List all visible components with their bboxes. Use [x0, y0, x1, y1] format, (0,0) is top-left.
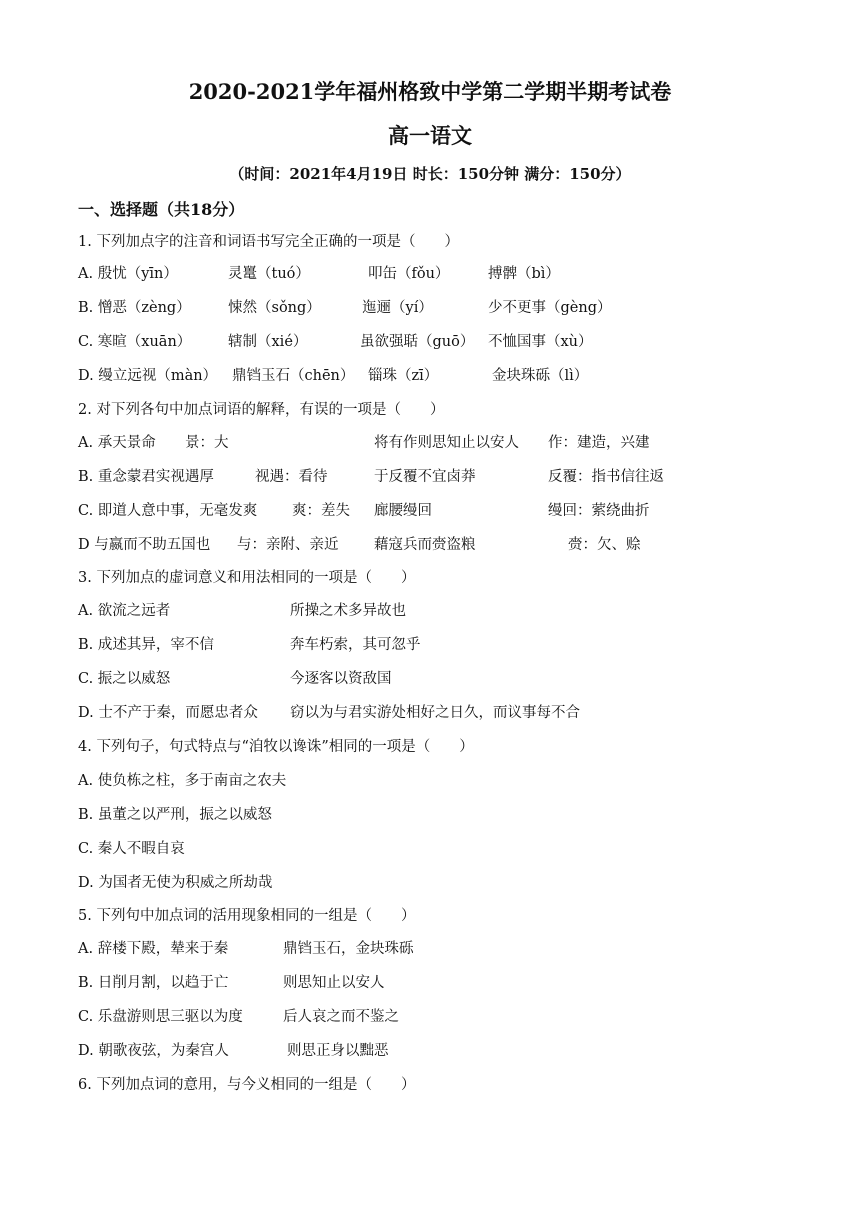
question-4-stem: 4. 下列句子，句式特点与“洎牧以谗诛”相同的一项是（ ）	[78, 739, 474, 755]
q1-option-a-3: 叩缶（fǒu）	[368, 266, 450, 282]
section-heading: 一、选择题（共18分）	[78, 200, 245, 219]
q4-option-b: B. 虽董之以严刑，振之以威怒	[78, 807, 272, 823]
q2-option-b-3: 于反覆不宜卤莽	[374, 469, 476, 485]
q2-option-c-3: 廊腰缦回	[374, 503, 432, 519]
q1-option-c-4: 不恤国事（xù）	[488, 334, 593, 350]
q4-option-c: C. 秦人不暇自哀	[78, 841, 185, 857]
q5-option-c-1: C. 乐盘游则思三驱以为度	[78, 1009, 243, 1025]
q5-option-c-2: 后人哀之而不鉴之	[283, 1009, 399, 1025]
q1-option-b-1: B. 憎恶（zèng）	[78, 300, 191, 316]
q4-option-d: D. 为国者无使为积威之所劫哉	[78, 875, 273, 891]
q5-option-a-2: 鼎铛玉石，金块珠砾	[283, 941, 414, 957]
q2-option-c-2: 爽：差失	[292, 503, 350, 519]
q2-option-c-4: 缦回：萦绕曲折	[548, 503, 650, 519]
q3-option-b-2: 奔车朽索，其可忽乎	[290, 637, 421, 653]
q5-option-d-2: 则思正身以黜恶	[287, 1043, 389, 1059]
q1-option-d-2: 鼎铛玉石（chēn）	[232, 368, 355, 384]
q1-option-d-3: 锱珠（zī）	[368, 368, 439, 384]
q2-option-a-4: 作：建造，兴建	[548, 435, 650, 451]
q1-option-a-2: 灵鼍（tuó）	[228, 266, 310, 282]
q2-option-c-1: C. 即道人意中事，无毫发爽	[78, 503, 258, 519]
question-3-stem: 3. 下列加点的虚词意义和用法相同的一项是（ ）	[78, 570, 416, 586]
q4-option-a: A. 使负栋之柱，多于南亩之农夫	[78, 773, 287, 789]
q2-option-a-2: 景：大	[185, 435, 229, 451]
q3-option-c-1: C. 振之以威怒	[78, 671, 171, 687]
q3-option-b-1: B. 成述其异，宰不信	[78, 637, 214, 653]
question-5-stem: 5. 下列句中加点词的活用现象相同的一组是（ ）	[78, 908, 416, 924]
exam-title: 2020-2021学年福州格致中学第二学期半期考试卷	[188, 79, 672, 104]
q2-option-d-3: 藉寇兵而赍盗粮	[374, 537, 476, 553]
q1-option-a-1: A. 殷忧（yīn）	[78, 266, 178, 282]
q1-option-c-2: 辖制（xié）	[228, 334, 308, 350]
q1-option-b-2: 悚然（sǒng）	[228, 300, 321, 316]
question-1-stem: 1. 下列加点字的注音和词语书写完全正确的一项是（ ）	[78, 234, 459, 250]
q3-option-d-1: D. 士不产于秦，而愿忠者众	[78, 705, 258, 721]
q5-option-a-1: A. 辞楼下殿，辇来于秦	[78, 941, 229, 957]
subject-title: 高一语文	[388, 123, 472, 148]
q1-option-d-4: 金块珠砾（lì）	[492, 368, 589, 384]
q5-option-b-1: B. 日削月割，以趋于亡	[78, 975, 229, 991]
q3-option-a-1: A. 欲流之远者	[78, 603, 171, 619]
q2-option-d-2: 与：亲附、亲近	[237, 537, 339, 553]
question-2-stem: 2. 对下列各句中加点词语的解释，有误的一项是（ ）	[78, 402, 445, 418]
q3-option-d-2: 窃以为与君实游处相好之日久，而议事每不合	[290, 705, 580, 721]
q1-option-b-3: 迤逦（yí）	[362, 300, 433, 316]
q1-option-a-4: 搏髀（bì）	[488, 266, 560, 282]
q3-option-a-2: 所操之术多异故也	[290, 603, 406, 619]
q1-option-c-1: C. 寒暄（xuān）	[78, 334, 192, 350]
q1-option-d-1: D. 缦立远视（màn）	[78, 368, 218, 384]
q2-option-b-1: B. 重念蒙君实视遇厚	[78, 469, 214, 485]
q3-option-c-2: 今逐客以资敌国	[290, 671, 392, 687]
q1-option-b-4: 少不更事（gèng）	[488, 300, 612, 316]
q2-option-b-2: 视遇：看待	[255, 469, 328, 485]
q2-option-a-1: A. 承天景命	[78, 435, 156, 451]
q2-option-b-4: 反覆：指书信往返	[548, 469, 664, 485]
q5-option-d-1: D. 朝歌夜弦，为秦宫人	[78, 1043, 229, 1059]
q1-option-c-3: 虽欲强聒（guō）	[360, 334, 475, 350]
q2-option-d-1: D 与嬴而不助五国也	[78, 537, 211, 553]
exam-info: （时间：2021年4月19日 时长：150分钟 满分：150分）	[229, 165, 631, 183]
q2-option-a-3: 将有作则思知止以安人	[374, 435, 519, 451]
q5-option-b-2: 则思知止以安人	[283, 975, 385, 991]
q2-option-d-4: 赍：欠、赊	[568, 537, 641, 553]
question-6-stem: 6. 下列加点词的意用，与今义相同的一组是（ ）	[78, 1077, 416, 1093]
